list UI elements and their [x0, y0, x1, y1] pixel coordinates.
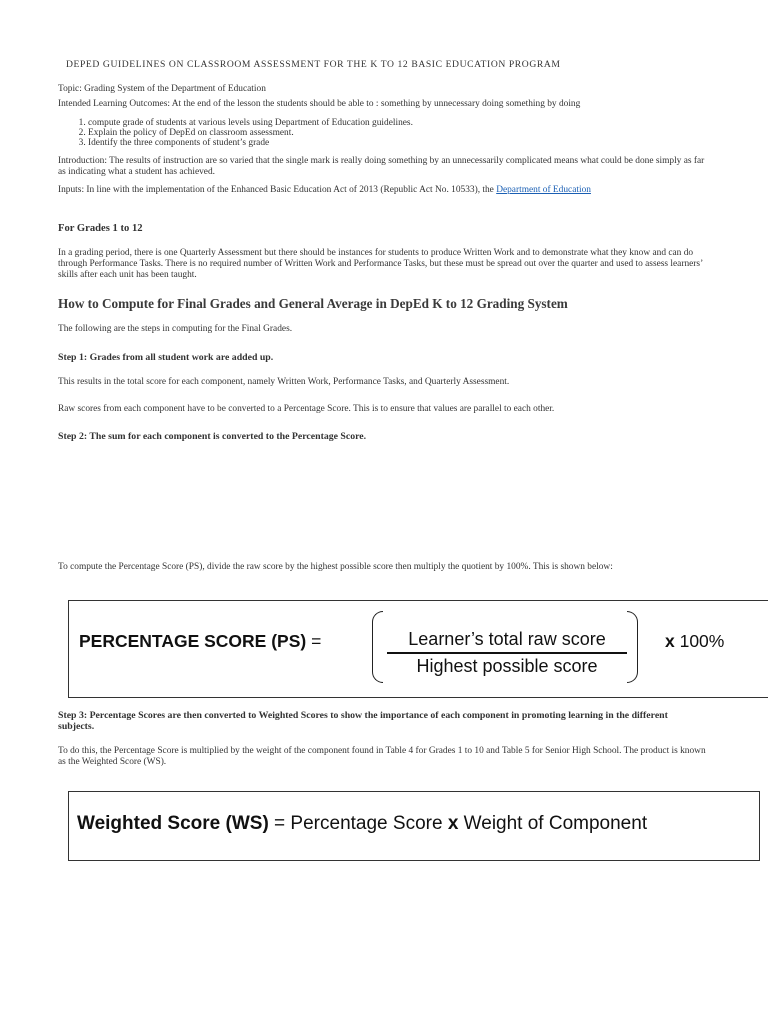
multiplier-value: 100% — [674, 631, 725, 651]
ps-multiplier — [665, 631, 724, 652]
introduction-paragraph: Introduction: The results of instruction are so varied that the single mark is really doing something by an unnecessarily complicated means what could be done simply as far as indicating what a student has achieved. — [58, 156, 705, 177]
step1-text-2: Raw scores from each component have to be converted to a Percentage Score. This is to ensure that values are parallel to each other. — [58, 404, 555, 414]
step1-heading: Step 1: Grades from all student work are added up. — [58, 352, 274, 363]
compute-intro: The following are the steps in computing for the Final Grades. — [58, 324, 293, 334]
document-title: DEPED GUIDELINES ON CLASSROOM ASSESSMENT FOR THE K TO 12 BASIC EDUCATION PROGRAM — [66, 59, 561, 70]
step2-text: To compute the Percentage Score (PS), divide the raw score by the highest possible score then multiply the quotient by 100%. This is shown below: — [58, 562, 613, 572]
fraction-bar — [387, 652, 627, 654]
grades-heading: For Grades 1 to 12 — [58, 223, 143, 234]
step2-heading: Step 2: The sum for each component is converted to the Percentage Score. — [58, 431, 367, 442]
ws-times-sign: x — [447, 813, 459, 834]
ps-label-text: PERCENTAGE SCORE (PS) — [79, 631, 307, 651]
ps-denominator: Highest possible score — [416, 656, 598, 676]
objectives-list — [58, 118, 658, 148]
times-sign: x — [665, 631, 675, 651]
inputs-line — [58, 185, 591, 196]
left-bracket — [372, 611, 383, 683]
step1-text-1: This results in the total score for each component, namely Written Work, Performance Tasks, and Quarterly Assessment. — [58, 377, 510, 387]
list-item: 3. Identify the three components of student’s grade — [88, 138, 658, 148]
list-item: 2. Explain the policy of DepEd on classroom assessment. — [88, 128, 658, 138]
compute-heading: How to Compute for Final Grades and General Average in DepEd K to 12 Grading System — [58, 296, 568, 311]
ws-formula-text — [77, 813, 647, 835]
step3-text: To do this, the Percentage Score is multiplied by the weight of the component found in Table 4 for Grades 1 to 10 and Table 5 for Senior High School. The product is known as the Weighted Score (WS). — [58, 746, 706, 767]
weighted-score-formula — [68, 791, 760, 861]
step3-heading: Step 3: Percentage Scores are then converted to Weighted Scores to show the importance of each component in promoting learning in the different subjects. — [58, 710, 668, 732]
learning-outcomes-line: Intended Learning Outcomes: At the end of the lesson the students should be able to : something by unnecessary doing something by doing — [58, 99, 581, 109]
ps-equals: = — [306, 631, 322, 651]
grades-paragraph: In a grading period, there is one Quarterly Assessment but there should be instances for students to produce Written Work and to demonstrate what they know and can do through Performance Tasks. There is no required number of Written Work and Performance Tasks, but these must be spread out over the quarter and used to assess learners’ skills after each unit has been taught. — [58, 248, 703, 280]
ws-label: Weighted Score (WS) — [77, 813, 269, 834]
list-item: 1. compute grade of students at various levels using Department of Education guidelines. — [88, 118, 658, 128]
ps-numerator: Learner’s total raw score — [408, 629, 606, 649]
ws-equals: = Percentage Score — [268, 813, 448, 834]
topic-line: Topic: Grading System of the Department of Education — [58, 84, 266, 94]
right-bracket — [627, 611, 638, 683]
inputs-text: Inputs: In line with the implementation of the Enhanced Basic Education Act of 2013 (Republic Act No. 10533), the — [58, 185, 497, 195]
percentage-score-formula — [68, 600, 768, 698]
department-of-education-link[interactable]: Department of Education — [496, 185, 591, 195]
ws-rest: Weight of Component — [458, 813, 648, 834]
ps-label — [79, 631, 321, 652]
